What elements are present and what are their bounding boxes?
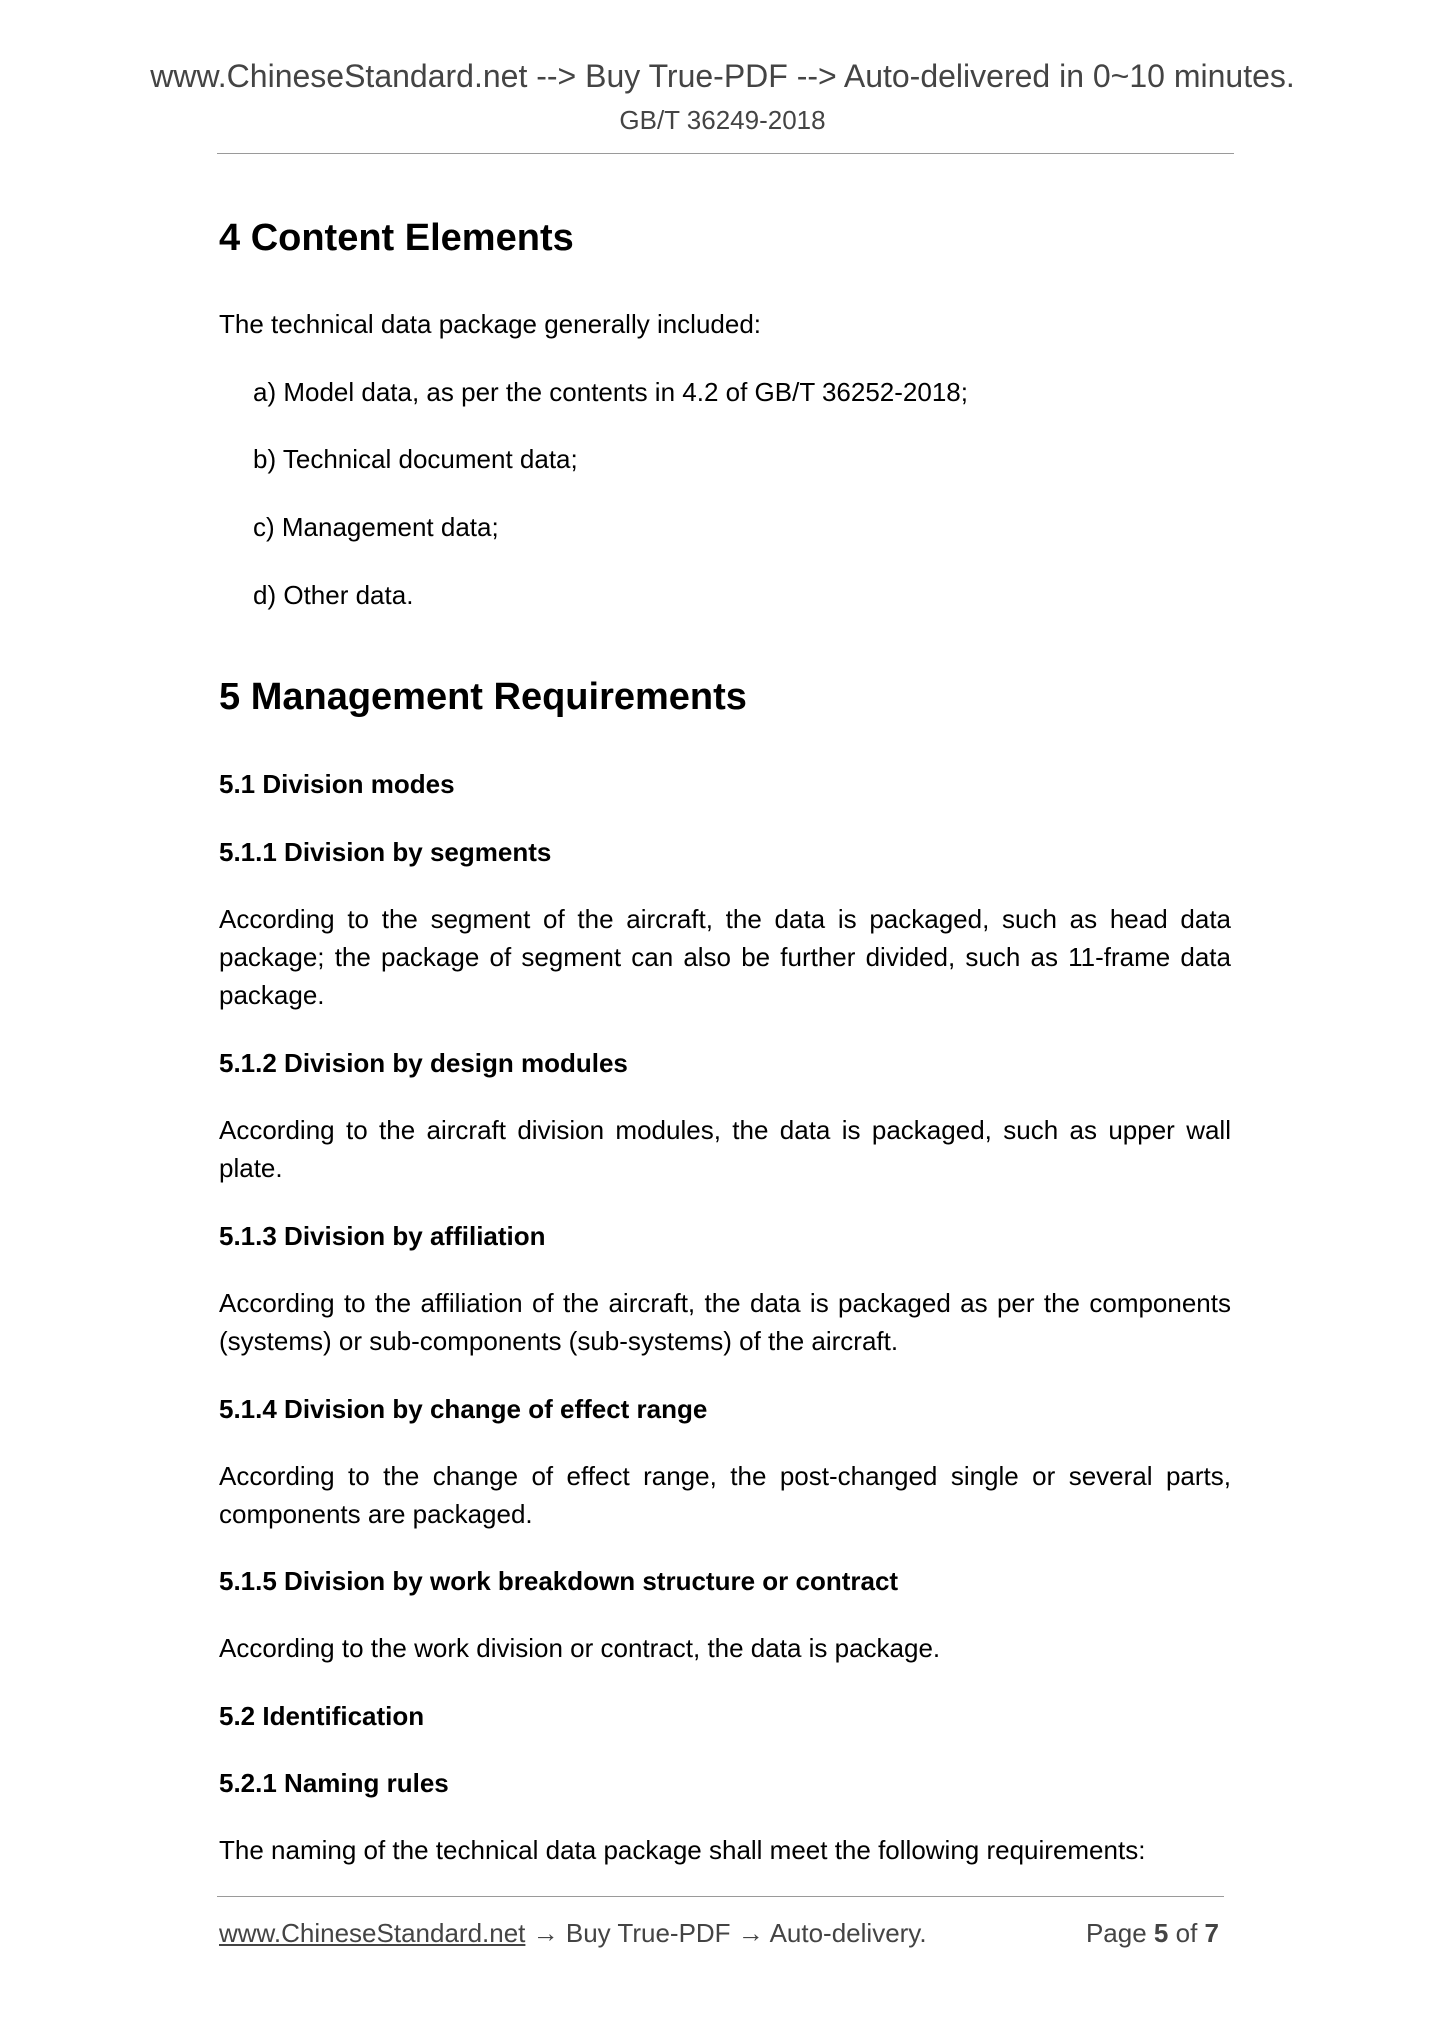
header-divider: [217, 153, 1234, 154]
section-5-2-1-text: The naming of the technical data package shall meet the following requirements:: [219, 1835, 1146, 1865]
header-doc-number: GB/T 36249-2018: [619, 105, 826, 135]
section-5-1-1-text: According to the segment of the aircraft, the data is packaged, such as head data package; the package of segment can also be further divided, such as 11-frame data package.: [219, 904, 1231, 1010]
section-5-1-heading: 5.1 Division modes: [219, 769, 455, 799]
list-item-a: a) Model data, as per the contents in 4.2 of GB/T 36252-2018;: [253, 377, 968, 407]
page-footer: [219, 1916, 1219, 1950]
section-4-heading: 4 Content Elements: [219, 217, 574, 259]
section-5-2-1-heading: 5.2.1 Naming rules: [219, 1768, 449, 1798]
page-number: [1086, 1916, 1219, 1950]
footer-divider: [217, 1896, 1224, 1897]
section-5-1-1-heading: 5.1.1 Division by segments: [219, 837, 552, 867]
section-5-1-5-heading: 5.1.5 Division by work breakdown structure or contract: [219, 1566, 899, 1596]
page-total: 7: [1204, 1918, 1219, 1948]
section-5-1-4-text: According to the change of effect range, the post-changed single or several parts, components are packaged.: [219, 1461, 1231, 1529]
list-item-c: c) Management data;: [253, 512, 499, 542]
header-site-line: www.ChineseStandard.net --> Buy True-PDF --> Auto-delivered in 0~10 minutes.: [150, 58, 1295, 94]
list-item-d: d) Other data.: [253, 580, 414, 610]
section-5-2-heading: 5.2 Identification: [219, 1701, 425, 1731]
page-current: 5: [1153, 1918, 1169, 1948]
page-label: Page: [1085, 1918, 1147, 1948]
section-4-intro: The technical data package generally included:: [219, 309, 762, 339]
footer-site-link[interactable]: www.ChineseStandard.net: [219, 1918, 526, 1948]
section-5-1-5-text: According to the work division or contract, the data is package.: [219, 1633, 941, 1663]
section-5-1-3-heading: 5.1.3 Division by affiliation: [219, 1221, 546, 1251]
section-5-1-4-heading: 5.1.4 Division by change of effect range: [219, 1394, 708, 1424]
footer-tail-text: → Buy True-PDF → Auto-delivery.: [525, 1918, 927, 1948]
list-item-b: b) Technical document data;: [253, 444, 578, 474]
section-5-heading: 5 Management Requirements: [219, 676, 747, 718]
section-5-1-2-text: According to the aircraft division modules, the data is packaged, such as upper wall plate.: [219, 1115, 1231, 1183]
section-5-1-2-heading: 5.1.2 Division by design modules: [219, 1048, 628, 1078]
section-5-1-3-text: According to the affiliation of the aircraft, the data is packaged as per the components (systems) or sub-components (sub-systems) of the aircraft.: [219, 1288, 1231, 1356]
page-of: of: [1175, 1918, 1198, 1948]
